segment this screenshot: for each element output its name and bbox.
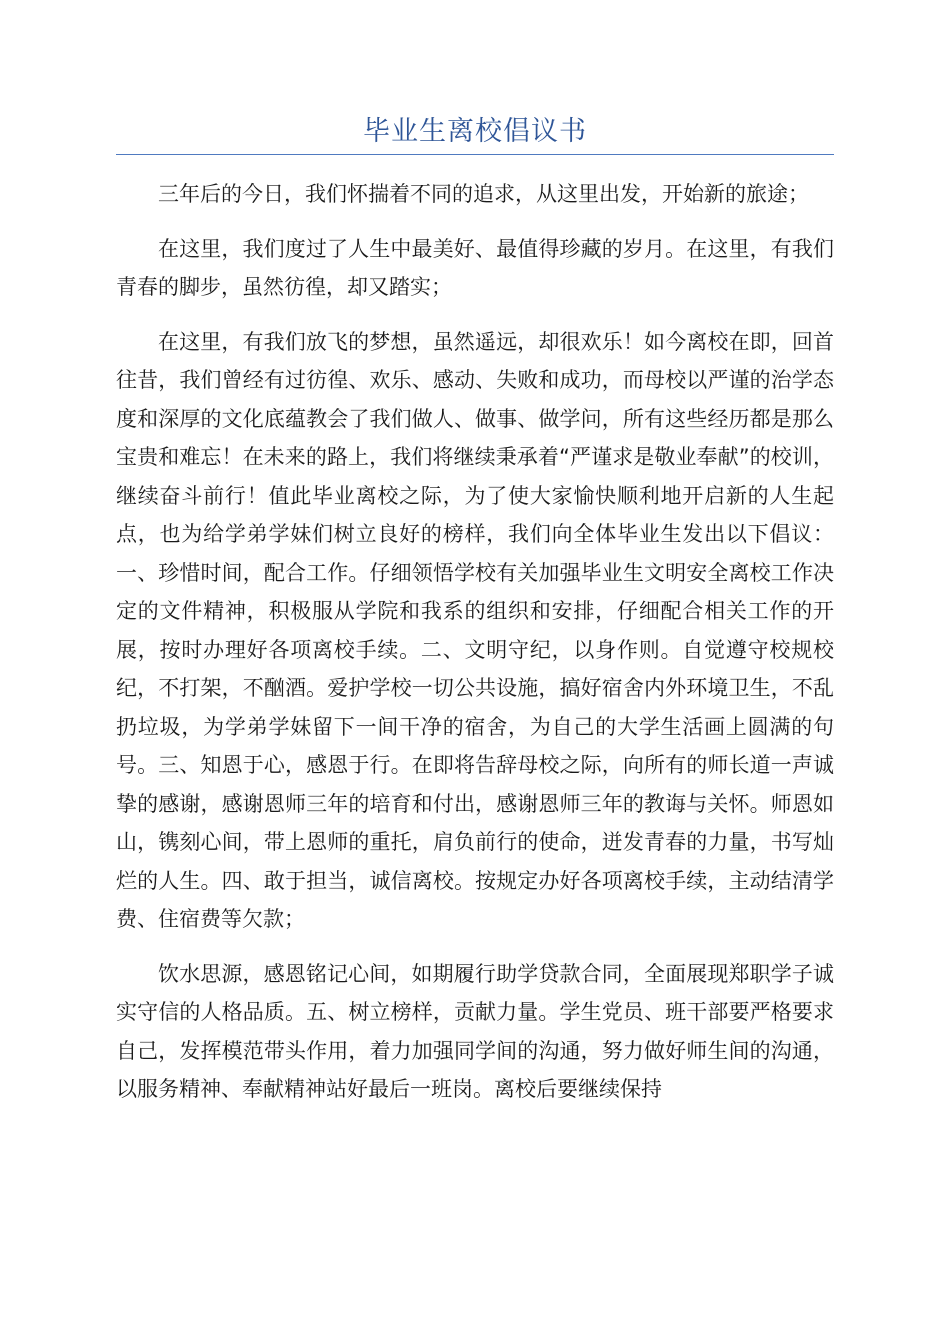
paragraph: 在这里，有我们放飞的梦想，虽然遥远，却很欢乐！如今离校在即，回首往昔，我们曾经有过彷徨、欢乐、感动、失败和成功，而母校以严谨的治学态度和深厚的文化底蕴教会了我们做人、做事、做学问，所有这些经历都是那么宝贵和难忘！在未来的路上，我们将继续秉承着“严谨求是敬业奉献”的校训，继续奋斗前行！值此毕业离校之际，为了使大家愉快顺利地开启新的人生起点，也为给学弟学妹们树立良好的榜样，我们向全体毕业生发出以下倡议：一、珍惜时间，配合工作。仔细领悟学校有关加强毕业生文明安全离校工作决定的文件精神，积极服从学院和我系的组织和安排，仔细配合相关工作的开展，按时办理好各项离校手续。二、文明守纪，以身作则。自觉遵守校规校纪，不打架，不酗酒。爱护学校一切公共设施，搞好宿舍内外环境卫生，不乱扔垃圾，为学弟学妹留下一间干净的宿舍，为自己的大学生活画上圆满的句号。三、知恩于心，感恩于行。在即将告辞母校之际，向所有的师长道一声诚挚的感谢，感谢恩师三年的培育和付出，感谢恩师三年的教诲与关怀。师恩如山，镌刻心间，带上恩师的重托，肩负前行的使命，迸发青春的力量，书写灿烂的人生。四、敢于担当，诚信离校。按规定办好各项离校手续，主动结清学费、住宿费等欠款；: [116, 329, 834, 931]
paragraph: 在这里，我们度过了人生中最美好、最值得珍藏的岁月。在这里，有我们青春的脚步，虽然彷徨，却又踏实；: [116, 236, 834, 299]
paragraph: 三年后的今日，我们怀揣着不同的追求，从这里出发，开始新的旅途；: [158, 182, 809, 206]
title-underline: [116, 154, 834, 155]
paragraph: 饮水思源，感恩铭记心间，如期履行助学贷款合同，全面展现郑职学子诚实守信的人格品质。五、树立榜样，贡献力量。学生党员、班干部要严格要求自己，发挥模范带头作用，着力加强同学间的沟通，努力做好师生间的沟通，以服务精神、奉献精神站好最后一班岗。离校后要继续保持: [116, 961, 834, 1101]
document-title: 毕业生离校倡议书: [363, 116, 587, 147]
document-body: [116, 175, 834, 1125]
